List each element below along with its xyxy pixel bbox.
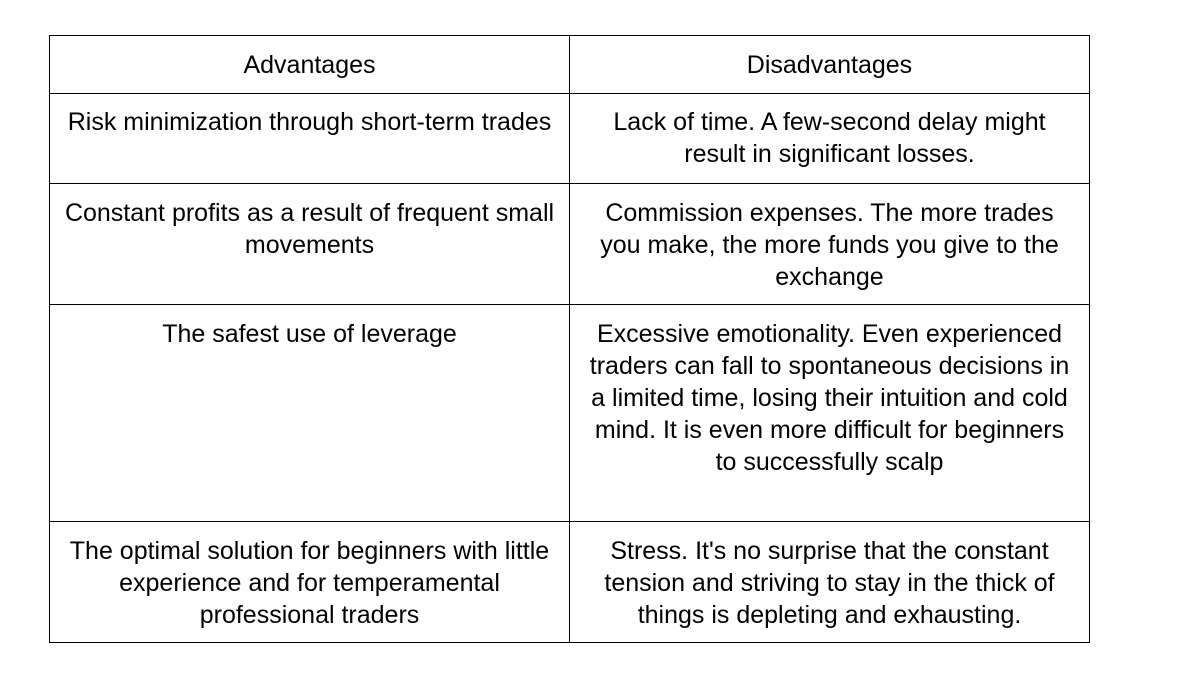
disadvantage-cell: Commission expenses. The more trades you make, the more funds you give to the exchange: [570, 184, 1090, 305]
advantages-header: Advantages: [50, 36, 570, 94]
table-row: [50, 522, 1090, 643]
advantage-cell: Risk minimization through short-term trades: [50, 94, 570, 184]
advantage-cell: Constant profits as a result of frequent small movements: [50, 184, 570, 305]
advantage-cell: The optimal solution for beginners with little experience and for temperamental professional traders: [50, 522, 570, 643]
disadvantage-cell: Excessive emotionality. Even experienced traders can fall to spontaneous decisions in a limited time, losing their intuition and cold mind. It is even more difficult for beginners to successfully scalp: [570, 305, 1090, 522]
table-row: [50, 94, 1090, 184]
comparison-table: [49, 35, 1090, 643]
disadvantages-header: Disadvantages: [570, 36, 1090, 94]
disadvantage-cell: Stress. It's no surprise that the constant tension and striving to stay in the thick of things is depleting and exhausting.: [570, 522, 1090, 643]
table-row: [50, 305, 1090, 522]
table-row: [50, 184, 1090, 305]
table-header-row: [50, 36, 1090, 94]
disadvantage-cell: Lack of time. A few-second delay might result in significant losses.: [570, 94, 1090, 184]
advantage-cell: The safest use of leverage: [50, 305, 570, 522]
